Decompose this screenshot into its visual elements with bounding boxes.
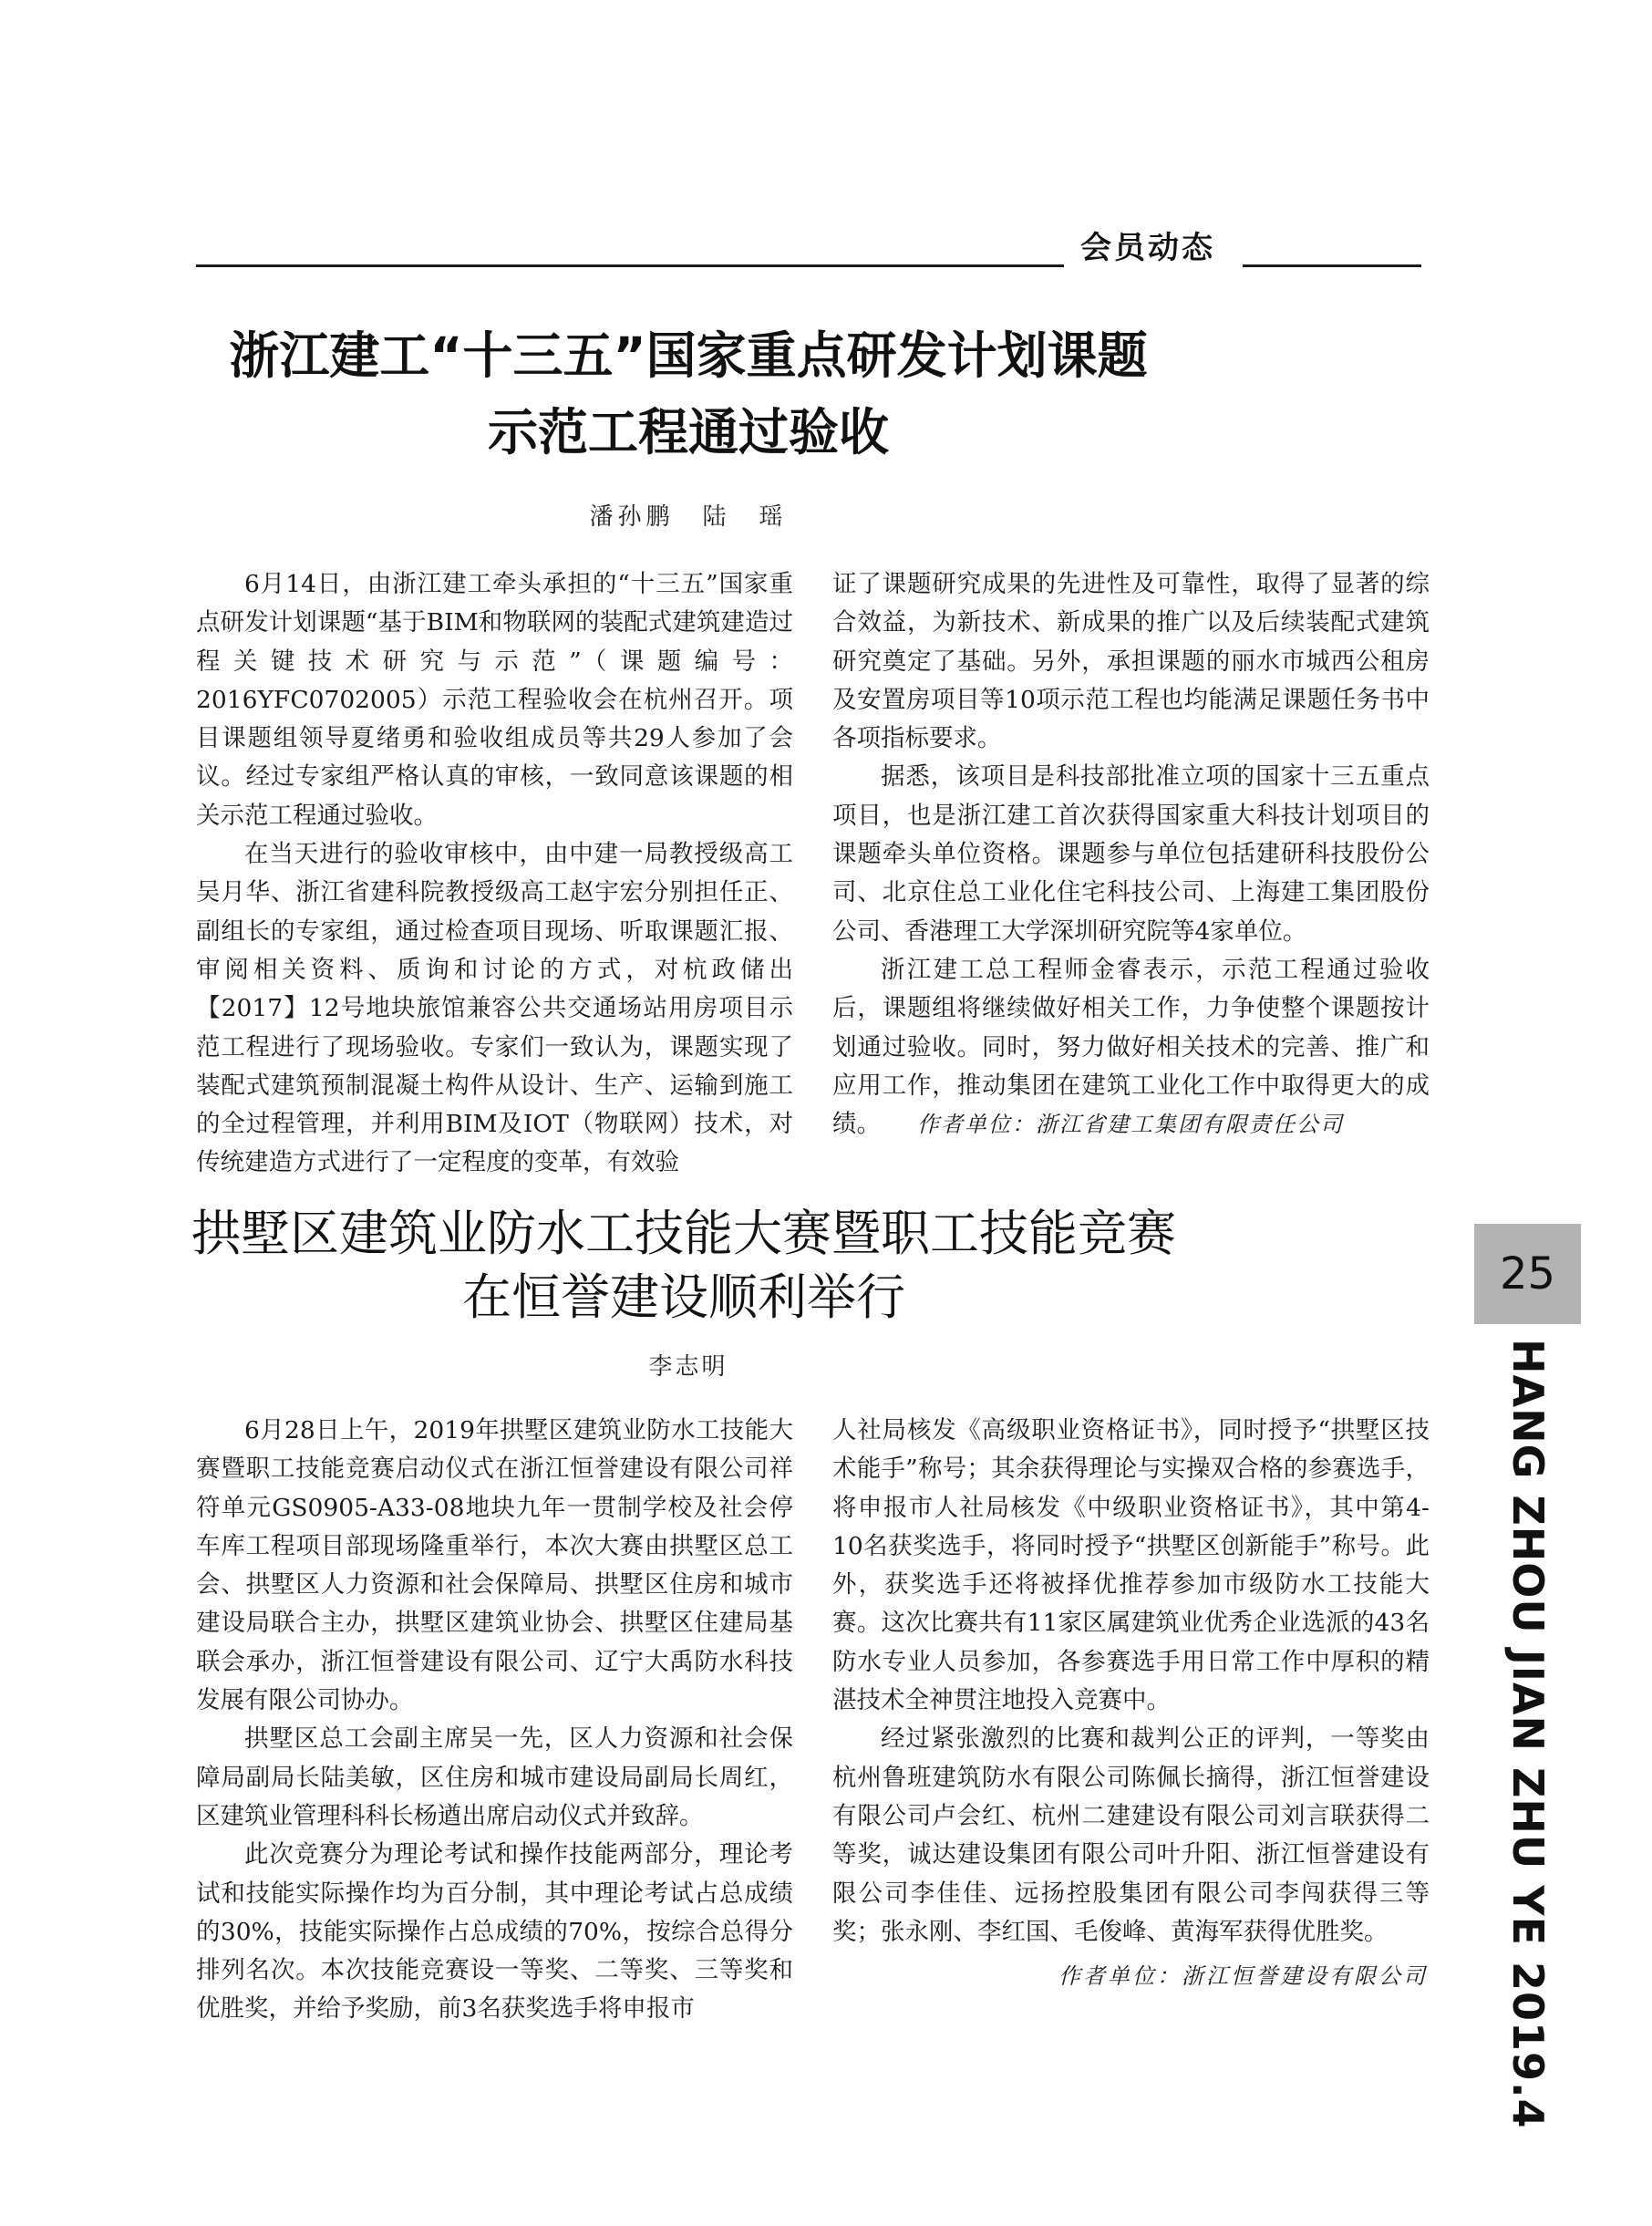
article1-paragraph: 在当天进行的验收审核中，由中建一局教授级高工吴月华、浙江省建科院教授级高工赵宇宏分别担任正、副组长的专家组，通过检查项目现场、听取课题汇报、审阅相关资料、质询和讨论的方式，对杭政储出【2017】12号地块旅馆兼容公共交通场站用房项目示范工程进行了现场验收。专家们一致认为，课题实现了装配式建筑预制混凝土构件从设计、生产、运输到施工的全过程管理，并利用BIM及IOT（物联网）技术，对传统建造方式进行了一定程度的变革，有效验 [196,840,793,1177]
article1-title-line2: 示范工程通过验收 [487,403,889,461]
article1-paragraph: 浙江建工总工程师金睿表示，示范工程通过验收后，课题组将继续做好相关工作，力争使整个课题按计划通过验收。同时，努力做好相关技术的完善、推广和应用工作，推动集团在建筑工业化工作中取得更大的成绩。 [832,955,1430,1139]
article1-title [0,317,1377,471]
article2-right-column [832,1412,1430,1952]
article2-paragraph: 6月28日上午，2019年拱墅区建筑业防水工技能大赛暨职工技能竞赛启动仪式在浙江恒誉建设有限公司祥符单元GS0905-A33-08地块九年一贯制学校及社会停车库工程项目部现场隆重举行，本次大赛由拱墅区总工会、拱墅区人力资源和社会保障局、拱墅区住房和城市建设局联合主办，拱墅区建筑业协会、拱墅区住建局基联会承办，浙江恒誉建设有限公司、辽宁大禹防水科技发展有限公司协办。 [196,1416,793,1715]
article2-paragraph: 经过紧张激烈的比赛和裁判公正的评判，一等奖由杭州鲁班建筑防水有限公司陈佩长摘得，浙江恒誉建设有限公司卢会红、杭州二建建设有限公司刘言联获得二等奖，诚达建设集团有限公司叶升阳、浙江恒誉建设有限公司李佳佳、远扬控股集团有限公司李闯获得三等奖；张永刚、李红国、毛俊峰、黄海军获得优胜奖。 [832,1724,1430,1946]
article1-paragraph: 6月14日，由浙江建工牵头承担的“十三五”国家重点研发计划课题“基于BIM和物联网的装配式建筑建造过程关键技术研究与示范”（课题编号：2016YFC0702005）示范工程验收会在杭州召开。项目课题组领导夏绪勇和验收组成员等共29人参加了会议。经过专家组严格认真的审核，一致同意该课题的相关示范工程通过验收。 [196,570,793,830]
page-number: 25 [1499,1248,1556,1299]
article1-right-column [832,565,1430,1144]
article2-paragraph: 此次竞赛分为理论考试和操作技能两部分，理论考试和技能实际操作均为百分制，其中理论考试占总成绩的30%，技能实际操作占总成绩的70%，按综合总得分排列名次。本次技能竞赛设一等奖、二等奖、三等奖和优胜奖，并给予奖励，前3名获奖选手将申报市 [196,1840,793,2024]
article2-title-line2: 在恒誉建设顺利举行 [462,1268,905,1326]
article1-title-line1: 浙江建工“十三五”国家重点研发计划课题 [229,326,1148,385]
article1-paragraph: 据悉，该项目是科技部批准立项的国家十三五重点项目，也是浙江建工首次获得国家重大科技计划项目的课题牵头单位资格。课题参与单位包括建研科技股份公司、北京住总工业化住宅科技公司、上海建工集团股份公司、香港理工大学深圳研究院等4家单位。 [832,762,1430,946]
article2-left-column [196,1412,793,2029]
journal-vertical-text: HANG ZHOU JIAN ZHU YE 2019.4 [1503,1339,1553,2129]
article1-left-column [196,565,793,1183]
section-label: 会员动态 [1080,230,1215,266]
article1-credit: 作者单位：浙江省建工集团有限责任公司 [917,1112,1344,1138]
header-rule-right [1243,264,1421,267]
article1-paragraph-continued: 证了课题研究成果的先进性及可靠性，取得了显著的综合效益，为新技术、新成果的推广以及后续装配式建筑研究奠定了基础。另外，承担课题的丽水市城西公租房及安置房项目等10项示范工程也均能满足课题任务书中各项指标要求。 [832,570,1430,753]
article2-paragraph: 拱墅区总工会副主席吴一先，区人力资源和社会保障局副局长陆美敏，区住房和城市建设局副局长周红，区建筑业管理科科长杨遒出席启动仪式并致辞。 [196,1724,793,1830]
article2-credit: 作者单位：浙江恒誉建设有限公司 [1058,1963,1428,1989]
header-rule-left [196,264,1064,267]
article2-paragraph-continued: 人社局核发《高级职业资格证书》，同时授予“拱墅区技术能手”称号；其余获得理论与实操双合格的参赛选手，将申报市人社局核发《中级职业资格证书》，其中第4-10名获奖选手，将同时授予“拱墅区创新能手”称号。此外，获奖选手还将被择优推荐参加市级防水工技能大赛。这次比赛共有11家区属建筑业优秀企业选派的43名防水专业人员参加，各参赛选手用日常工作中厚积的精湛技术全神贯注地投入竞赛中。 [832,1416,1430,1715]
article2-author: 李志明 [648,1353,728,1381]
article1-authors: 潘孙鹏 陆 瑶 [589,503,788,531]
article2-title [0,1202,1368,1330]
page-number-box [1474,1224,1581,1324]
article2-title-line1: 拱墅区建筑业防水工技能大赛暨职工技能竞赛 [191,1205,1176,1262]
